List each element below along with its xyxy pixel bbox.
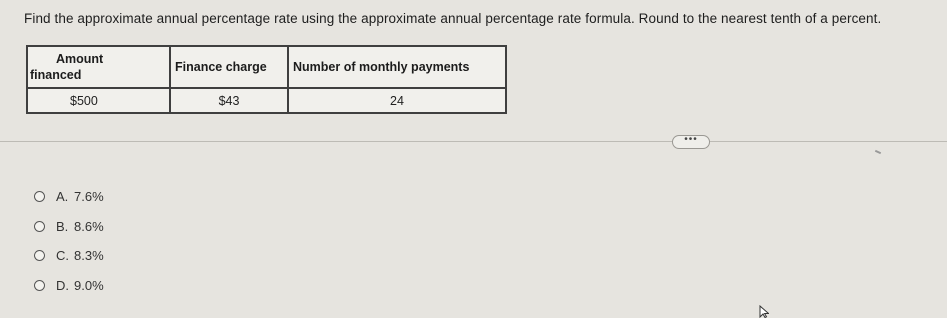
choice-a-text: 7.6% (74, 189, 104, 204)
table-row (27, 88, 506, 113)
stray-mark (875, 150, 881, 154)
choice-c-letter: C. (56, 248, 69, 263)
question-text: Find the approximate annual percentage rate using the approximate annual percentage rate formula. Round to the nearest tenth of a percent. (24, 11, 882, 26)
header-amount-line1: Amount (56, 52, 104, 66)
header-amount-financed (27, 46, 170, 88)
table-header-row (27, 46, 506, 88)
choice-b-letter: B. (56, 218, 69, 234)
radio-button-d[interactable] (34, 280, 45, 291)
choice-d-letter: D. (56, 277, 69, 293)
header-monthly-payments: Number of monthly payments (288, 46, 506, 88)
choice-d-text: 9.0% (74, 277, 104, 293)
header-finance-charge: Finance charge (170, 46, 288, 88)
radio-button-a[interactable] (34, 191, 45, 202)
cell-amount-financed: $500 (27, 88, 170, 113)
mouse-cursor-icon (759, 305, 769, 318)
choice-c[interactable] (34, 248, 104, 263)
choice-b-text: 8.6% (74, 218, 104, 234)
choice-c-text: 8.3% (74, 248, 104, 263)
choice-a[interactable] (34, 189, 104, 204)
choice-a-letter: A. (56, 189, 69, 204)
answer-choices (34, 189, 104, 307)
loan-data-table (26, 45, 507, 114)
cell-monthly-payments: 24 (288, 88, 506, 113)
choice-d[interactable] (34, 278, 104, 293)
more-options-button[interactable]: ••• (672, 135, 710, 149)
radio-button-c[interactable] (34, 250, 45, 261)
section-divider (0, 141, 947, 142)
cell-finance-charge: $43 (170, 88, 288, 113)
header-amount-line2: financed (30, 68, 82, 82)
radio-button-b[interactable] (34, 221, 45, 232)
choice-b[interactable] (34, 219, 104, 234)
